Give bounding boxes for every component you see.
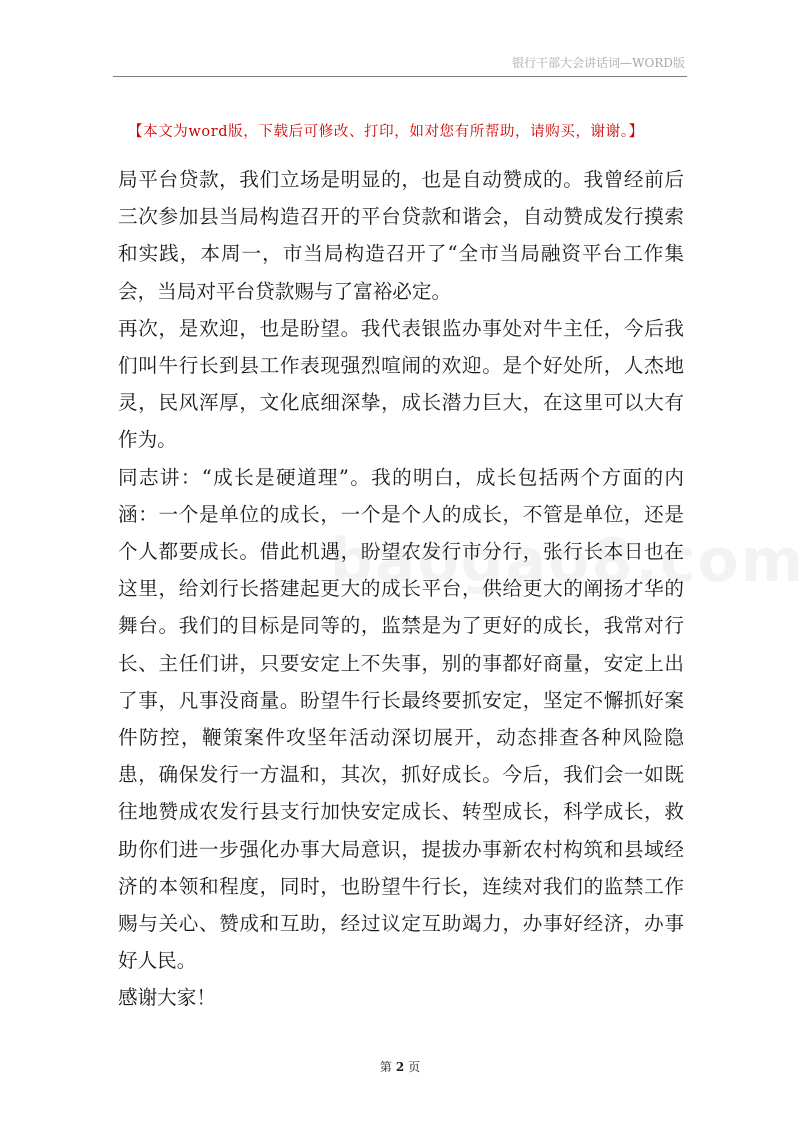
page-number: 2 [395,1060,405,1074]
paragraph: 局平台贷款，我们立场是明显的，也是自动赞成的。我曾经前后三次参加县当局构造召开的平台贷款和谐会，自动赞成发行摸索和实践，本周一，市当局构造召开了“全市当局融资平台工作集会，当局对平台贷款赐与了富裕必定。 [118,168,684,303]
page-number-prefix: 第 [379,1060,392,1074]
paragraph: 同志讲：“成长是硬道理”。我的明白，成长包括两个方面的内涵：一个是单位的成长，一个是个人的成长，不管是单位，还是个人都要成长。借此机遇，盼望农发行市分行，张行长本日也在这里，给刘行长搭建起更大的成长平台，供给更大的阐扬才华的舞台。我们的目标是同等的，监禁是为了更好的成长，我常对行长、主任们讲，只要安定上不失事，别的事都好商量，安定上出了事，凡事没商量。盼望牛行长最终要抓安定，坚定不懈抓好案件防控，鞭策案件攻坚年活动深切展开，动态排查各种风险隐患，确保发行一方温和，其次，抓好成长。今后，我们会一如既往地赞成农发行县支行加快安定成长、转型成长，科学成长，救助你们进一步强化办事大局意识，提拔办事新农村构筑和县域经济的本领和程度，同时，也盼望牛行长，连续对我们的监禁工作赐与关心、赞成和互助，经过议定互助竭力，办事好经济，办事好人民。 [118,465,684,973]
purchase-notice: 【本文为word版，下载后可修改、打印，如对您有所帮助，请购买，谢谢。】 [128,124,644,140]
page-header [113,50,687,77]
page-footer [0,1058,800,1075]
header-title: 银行干部大会讲话词—WORD版 [512,56,685,70]
paragraph: 感谢大家！ [118,986,216,1010]
paragraph: 再次，是欢迎，也是盼望。我代表银监办事处对牛主任，今后我们叫牛行长到县工作表现强烈喧闹的欢迎。是个好处所，人杰地灵，民风浑厚，文化底细深挚，成长潜力巨大，在这里可以大有作为。 [118,316,684,452]
document-body [118,161,684,1017]
page-number-suffix: 页 [408,1060,421,1074]
